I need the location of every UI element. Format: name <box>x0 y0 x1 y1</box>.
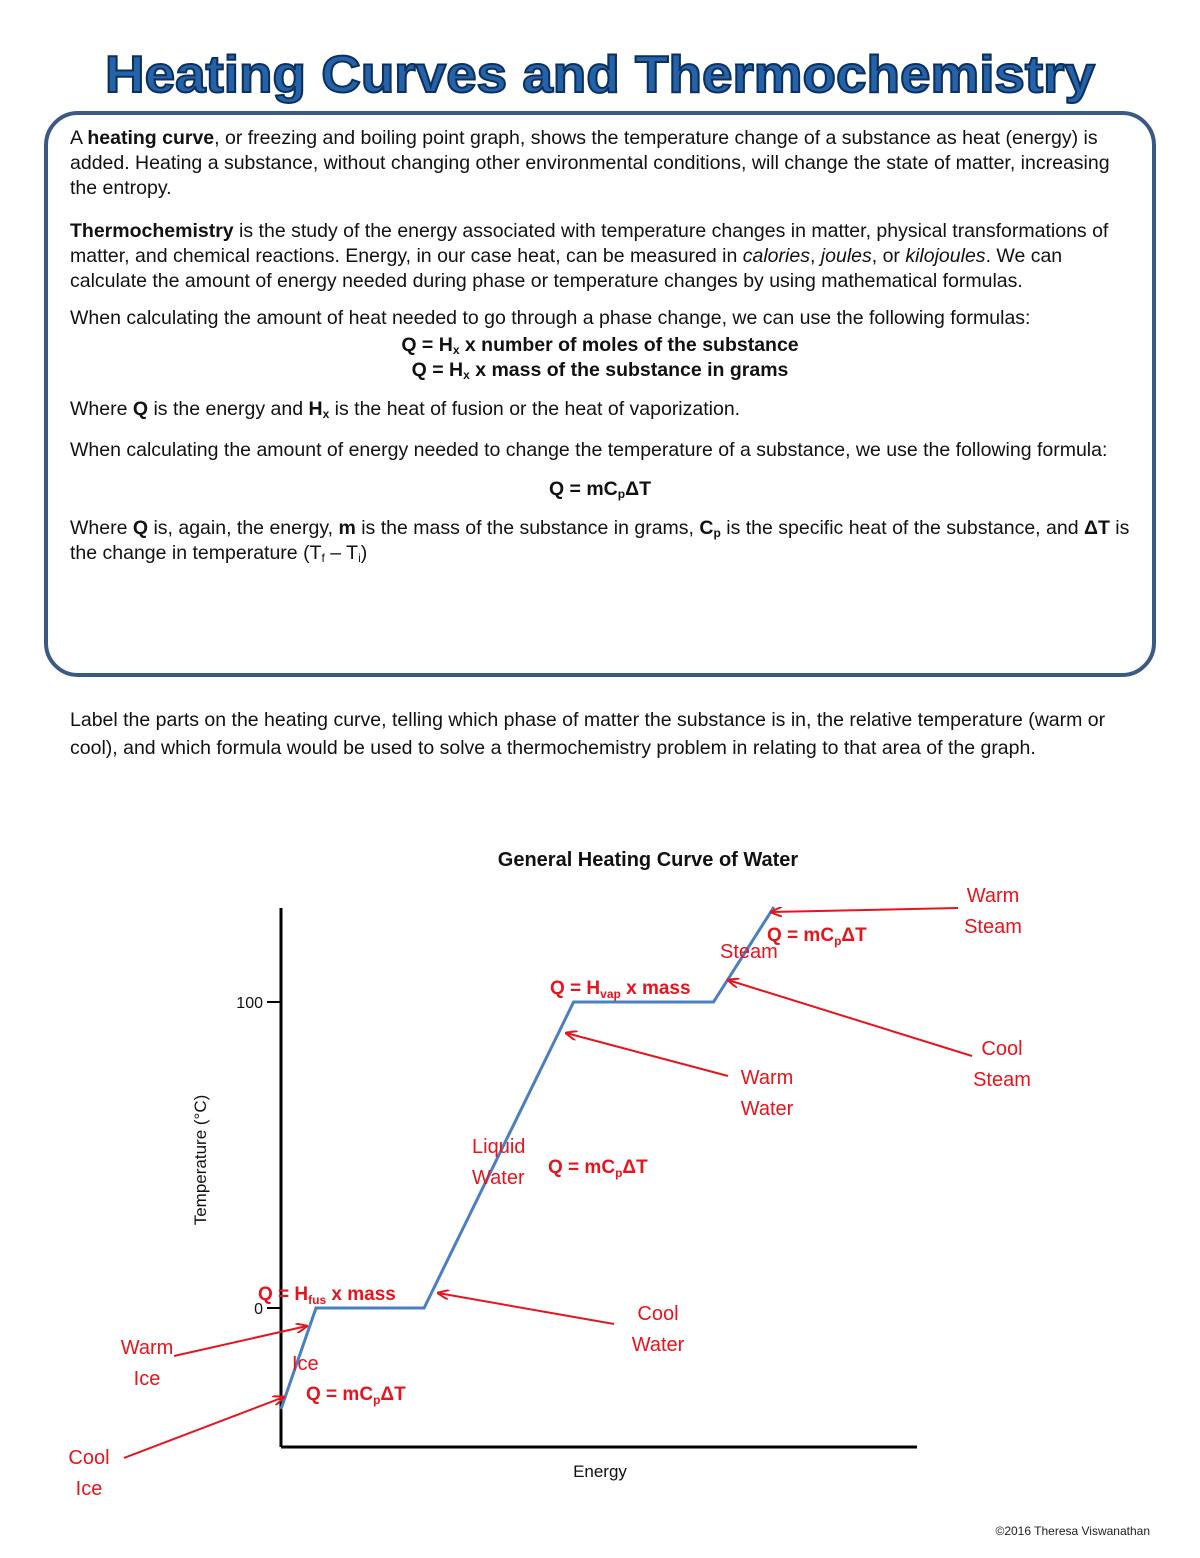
label-warm-water: Warm <box>740 1067 794 1089</box>
label-cool-steam-2: Steam <box>973 1069 1031 1091</box>
formula-water: $Q = mC_p\Delta T$ <box>548 1157 648 1180</box>
label-warm-steam-2: Steam <box>964 916 1022 938</box>
arrow-warm-steam <box>771 908 958 912</box>
y-tick-label-100: 100 <box>236 995 263 1012</box>
arrow-warm-ice <box>174 1326 307 1356</box>
label-liquid: Liquid <box>472 1136 526 1158</box>
label-liquid-water: Water <box>472 1167 525 1189</box>
label-warm-steam: Warm <box>966 885 1020 907</box>
label-cool-ice-2: Ice <box>75 1478 103 1500</box>
arrow-cool-water <box>438 1293 614 1324</box>
formula-fusion: $Q = H_{fus}$ x mass <box>258 1284 396 1307</box>
heating-curve-line <box>281 907 774 1409</box>
y-tick-label-0: 0 <box>254 1301 263 1318</box>
annotation-arrows <box>124 908 972 1458</box>
y-axis-label: Temperature (°C) <box>191 1094 210 1226</box>
thermochemistry-paragraph: Thermochemistry is the study of the energy associated with temperature changes in matter, physical transformations of matter, and chemical reactions. Energy, in our case heat, can be measured in calories, joules, or kilojoules. We can calculate the amount of energy needed during phase or temperature changes by using mathematical formulas. <box>70 220 1109 292</box>
label-warm-ice-2: Ice <box>133 1368 161 1390</box>
page-title-text: Heating Curves and Thermochemistry <box>105 46 1096 104</box>
variables-paragraph: Where Q is, again, the energy, m is the mass of the substance in grams, $C_p$ is the specific heat of the substance, and ΔT is the change in temperature $(T_f - T_i)$ <box>70 517 1130 565</box>
temperature-change-paragraph: When calculating the amount of energy needed to change the temperature of a substance, we use the following formula: <box>70 439 1108 461</box>
heating-curve-chart <box>0 830 1200 1553</box>
arrow-warm-water <box>566 1033 728 1076</box>
info-box-content <box>70 126 1130 578</box>
copyright-notice: ©2016 Theresa Viswanathan <box>995 1524 1150 1538</box>
label-ice: Ice <box>292 1353 319 1375</box>
formula-steam: $Q = mC_p\Delta T$ <box>767 925 867 948</box>
formula-ice: $Q = mC_p\Delta T$ <box>306 1384 406 1407</box>
phase-change-paragraph: When calculating the amount of heat needed to go through a phase change, we can use the following formulas: <box>70 307 1031 329</box>
x-axis-label: Energy <box>573 1462 627 1481</box>
formula-moles: $Q = H_x$ x number of moles of the substance <box>401 334 799 357</box>
instructions-text: Label the parts on the heating curve, telling which phase of matter the substance is in, the relative temperature (warm or cool), and which formula would be used to solve a thermochemistry problem in relating to that area of the graph. <box>70 709 1106 759</box>
label-cool-steam: Cool <box>981 1038 1023 1060</box>
heating-curve-paragraph: A heating curve, or freezing and boiling point graph, shows the temperature change of a substance as heat (energy) is added. Heating a substance, without changing other environmental conditions, will change the state of matter, increasing the entropy. <box>70 127 1110 199</box>
formula-vaporization: $Q = H_{vap}$ x mass <box>550 978 691 1001</box>
label-cool-ice: Cool <box>68 1447 110 1469</box>
label-warm-water-2: Water <box>740 1098 794 1120</box>
label-steam: Steam <box>720 941 778 963</box>
page-title <box>0 40 1200 120</box>
formula-mass: $Q = H_x$ x mass of the substance in grams <box>411 359 789 382</box>
label-warm-ice: Warm <box>120 1337 174 1359</box>
label-cool-water-2: Water <box>631 1334 685 1356</box>
q-definition-paragraph: Where Q is the energy and $H_x$ is the heat of fusion or the heat of vaporization. <box>70 398 741 421</box>
chart-title: General Heating Curve of Water <box>497 849 799 871</box>
formula-specific-heat: $Q = mC_p\Delta T$ <box>548 478 652 501</box>
label-cool-water: Cool <box>637 1303 679 1325</box>
arrow-cool-steam <box>728 980 972 1056</box>
arrow-cool-ice <box>124 1397 284 1458</box>
